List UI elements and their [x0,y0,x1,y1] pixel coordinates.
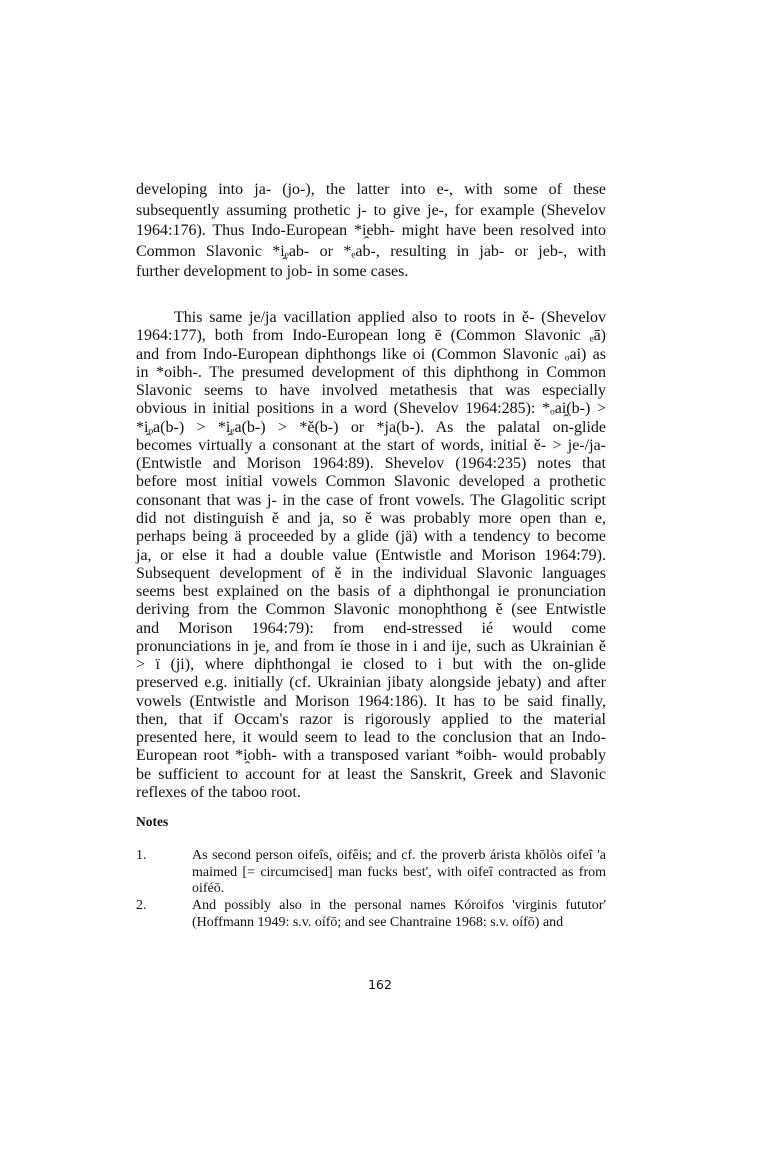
note-line: As second person oifeîs, oifêis; and cf. the proverb árista khōlòs oifeî 'a [192,848,606,863]
paragraph-2-line: deriving from the Common Slavonic monophthong ě (see Entwistle [136,601,606,619]
paragraph-2-line: consonant that was j- in the case of front vowels. The Glagolitic script [136,491,606,509]
paragraph-2-line: European root *i̯obh- with a transposed variant *oibh- would probably [136,747,606,765]
note-line: (Hoffmann 1949: s.v. oífō; and see Chantraine 1968: s.v. oífō) and [192,914,564,930]
paragraph-2-line: > ï (ji), where diphthongal ie closed to i but with the on-glide [136,656,606,674]
paragraph-2-line: then, that if Occam's razor is rigorously applied to the material [136,710,606,728]
paragraph-1-line: subsequently assuming prothetic j- to give je-, for example (Shevelov [136,201,606,219]
paragraph-2-line: preserved e.g. initially (cf. Ukrainian jibaty alongside jebaty) and after [136,674,606,692]
paragraph-1-line: 1964:176). Thus Indo-European *i̯ebh- might have been resolved into [136,222,606,239]
paragraph-1-line: developing into ja- (jo-), the latter into e-, with some of these [136,181,606,198]
paragraph-2-line: becomes virtually a consonant at the start of words, initial ě- > je-/ja- [136,436,606,454]
paragraph-2-line: This same je/ja vacillation applied also to roots in ě- (Shevelov [174,309,606,326]
paragraph-2-line: before most initial vowels Common Slavonic developed a prothetic [136,473,606,491]
paragraph-2-line: presented here, it would seem to lead to the conclusion that an Indo- [136,729,606,747]
note-line: oiféō. [192,881,225,896]
note-number: 1. [136,848,147,863]
paragraph-1-line: further development to job- in some cases. [136,263,409,280]
paragraph-2-line: be sufficient to account for at least the Sanskrit, Greek and Slavonic [136,765,606,783]
paragraph-2-line: (Entwistle and Morison 1964:89). Shevelov (1964:235) notes that [136,455,606,473]
notes-heading: Notes [136,814,169,829]
note-number: 2. [136,898,147,913]
paragraph-2-line: *i̯ₒa(b-) > *i̯ₑa(b-) > *ě(b-) or *ja(b-). As the palatal on-glide [136,418,606,436]
page-number: 162 [368,977,392,992]
paragraph-2-line: in *oibh-. The presumed development of this diphthong in Common [136,363,606,381]
paragraph-2-line: Slavonic seems to have involved metathesis that was especially [136,382,606,400]
paragraph-2-line: Subsequent development of ě in the individual Slavonic languages [136,564,606,582]
paragraph-2-line: ja, or else it had a double value (Entwistle and Morison 1964:79). [136,546,606,564]
paragraph-2-line: did not distinguish ě and ja, so ě was probably more open than e, [136,509,606,527]
paragraph-1-line: Common Slavonic *i̯ₑab- or *ₑab-, resulting in jab- or jeb-, with [136,242,606,260]
paragraph-2-line: perhaps being ä proceeded by a glide (jä) with a tendency to become [136,528,606,546]
note-line: maimed [= circumcised] man fucks best', with oifeî contracted as from [192,864,606,880]
paragraph-2-line: obvious in initial positions in a word (Shevelov 1964:285): *ₒai̯(b-) > [136,400,606,418]
paragraph-2-line: 1964:177), both from Indo-European long ē (Common Slavonic ₑā) [136,327,606,345]
paragraph-2-line: pronunciations in je, and from íe those in i and ije, such as Ukrainian ě [136,637,606,655]
paragraph-2-line: and from Indo-European diphthongs like oi (Common Slavonic ₒai) as [136,345,606,363]
paragraph-2-line: reflexes of the taboo root. [136,784,301,802]
paragraph-2-line: seems best explained on the basis of a diphthongal ie pronunciation [136,583,606,601]
note-line: And possibly also in the personal names Kóroifos 'virginis fututor' [192,898,606,913]
paragraph-2-line: and Morison 1964:79): from end-stressed ié would come [136,619,606,637]
paragraph-2-line: vowels (Entwistle and Morison 1964:186). It has to be said finally, [136,692,606,710]
